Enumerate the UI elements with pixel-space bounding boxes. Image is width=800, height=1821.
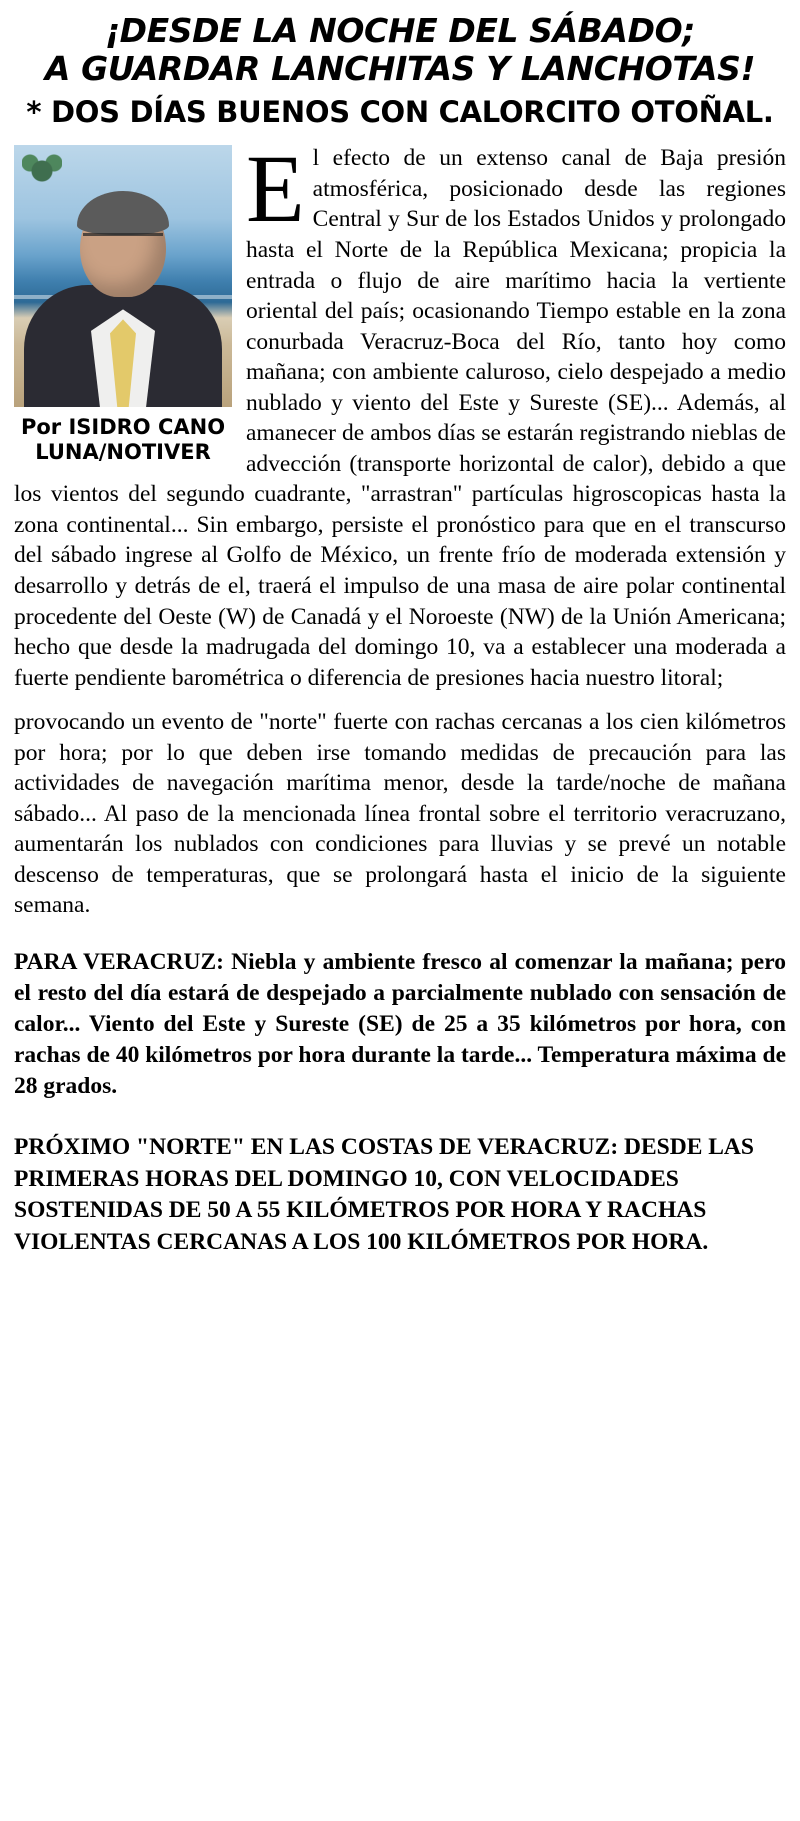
byline-line-2: LUNA/NOTIVER: [35, 440, 211, 465]
portrait-hair: [77, 191, 169, 235]
paragraph-1-text: l efecto de un extenso canal de Baja presión atmosférica, posicionado desde las regiones Central y Sur de los Estados Unidos y prolongado hasta el Norte de la República Mexicana; propicia la entrada o flujo de aire marítimo hacia la vertiente oriental del país; ocasionando Tiempo estable en la zona conurbada Veracruz-Boca del Río, tanto hoy como mañana; con ambiente caluroso, cielo despejado a medio nublado y viento del Este y Sureste (SE)... Además, al amanecer de ambos días se estarán registrando nieblas de advección (transporte horizontal de calor), debido a que los vientos del segundo cuadrante, "arrastran" partículas higroscopicas hasta la zona continental... Sin embargo, persiste el pronóstico para que en el transcurso del sábado ingrese al Golfo de México, un frente frío de moderada extensión y desarrollo y detrás de el, traerá el impulso de una masa de aire polar continental procedente del Oeste (W) de Canadá y el Noroeste (NW) de la Unión Americana; hecho que desde la madrugada del domingo 10, va a establecer una moderada a fuerte pendiente barométrica o diferencia de presiones hacia nuestro litoral;: [14, 145, 786, 691]
headline-line-2: A GUARDAR LANCHITAS Y LANCHOTAS!: [44, 49, 756, 89]
headline-line-1: ¡DESDE LA NOCHE DEL SÁBADO;: [104, 11, 696, 50]
portrait-glasses: [83, 233, 163, 252]
drop-cap: E: [246, 135, 305, 243]
article-body: [14, 135, 786, 1281]
headline-block: [14, 10, 786, 133]
byline: [14, 415, 232, 465]
byline-column: [14, 145, 232, 465]
paragraph-veracruz-forecast: PARA VERACRUZ: Niebla y ambiente fresco al comenzar la mañana; pero el resto del día estará de despejado a parcialmente nublado con sensación de calor... Viento del Este y Sureste (SE) de 25 a 35 kilómetros por hora, con rachas de 40 kilómetros por hora durante la tarde... Temperatura máxima de 28 grados.: [14, 949, 786, 1100]
author-portrait-silhouette: [24, 191, 222, 407]
palm-tree-icon: [22, 151, 62, 191]
paragraph-next-norte: PRÓXIMO "NORTE" EN LAS COSTAS DE VERACRUZ: DESDE LAS PRIMERAS HORAS DEL DOMINGO 10, CON VELOCIDADES SOSTENIDAS DE 50 A 55 KILÓMETROS POR HORA Y RACHAS VIOLENTAS CERCANAS A LOS 100 KILÓMETROS POR HORA.: [14, 1134, 754, 1255]
byline-line-1: Por ISIDRO CANO: [20, 415, 226, 440]
paragraph-2: provocando un evento de "norte" fuerte con rachas cercanas a los cien kilómetros por hora; por lo que deben irse tomando medidas de precaución para las actividades de navegación marítima menor, desde la tarde/noche de mañana sábado... Al paso de la mencionada línea frontal sobre el territorio veracruzano, aumentarán los nublados con condiciones para lluvias y se prevé un notable descenso de temperaturas, que se prolongará hasta el inicio de la siguiente semana.: [14, 709, 786, 919]
author-photo: [14, 145, 232, 407]
subheadline: * DOS DÍAS BUENOS CON CALORCITO OTOÑAL.: [26, 94, 774, 129]
